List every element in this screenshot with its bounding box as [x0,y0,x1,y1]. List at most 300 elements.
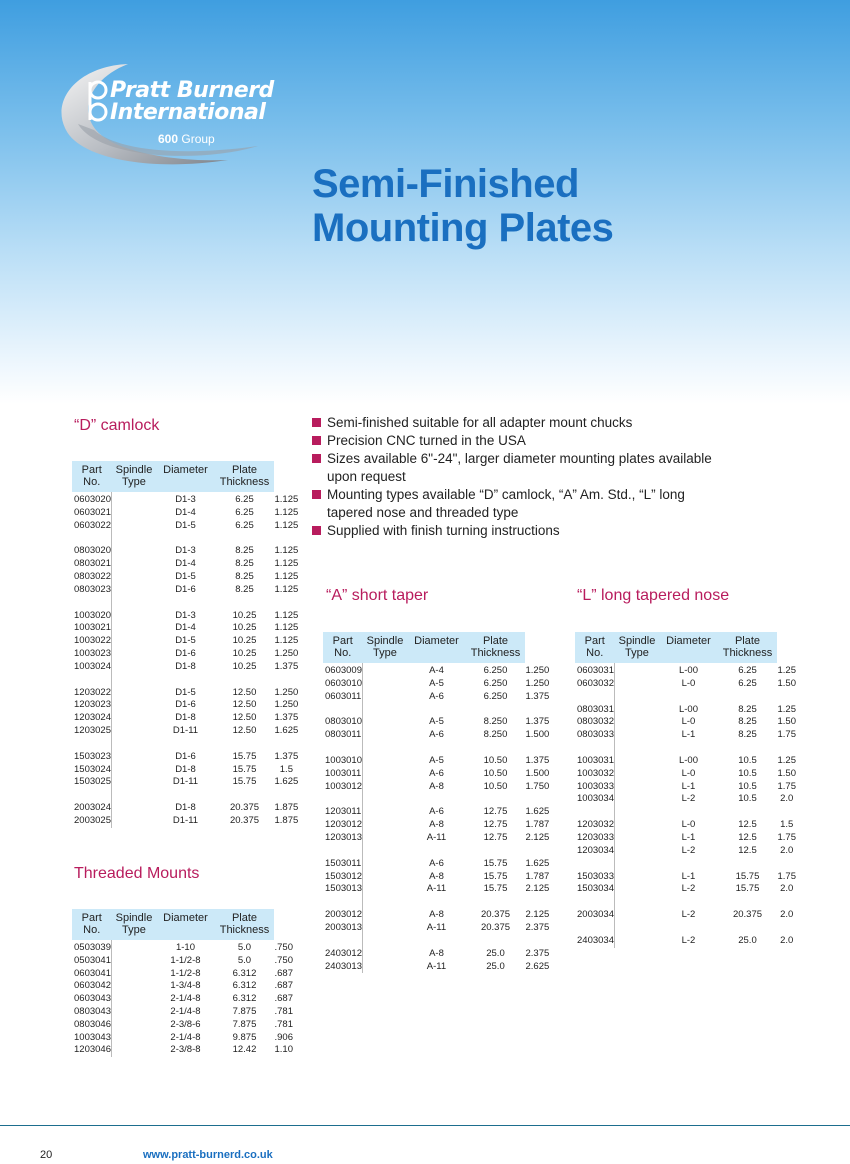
cell-spindle-type: L-1 [681,831,696,843]
table-row [575,819,796,832]
table-row [323,663,549,678]
group-spacer [323,703,549,716]
table-row [575,781,796,794]
cell-diameter: 8.250 [483,716,508,728]
cell-plate-thickness: 1.10 [274,1044,293,1056]
cell-plate-thickness: 2.0 [780,793,794,805]
cell-plate-thickness: 1.625 [274,724,299,736]
cell-spindle-type: 2-1/4-8 [170,993,201,1005]
cell-diameter: 10.5 [738,780,757,792]
cell-diameter: 12.50 [232,686,257,698]
cell-plate-thickness: 1.500 [525,729,550,741]
table-row [575,716,796,729]
table-row [72,661,298,674]
cell-diameter: 12.75 [483,819,508,831]
cell-plate-thickness: .687 [274,967,293,979]
column-header-diameter: Diameter [659,632,717,663]
table-row [72,571,298,584]
page-title [312,162,613,250]
cell-plate-thickness: 1.625 [525,806,550,818]
cell-spindle-type: A-4 [429,665,444,676]
cell-spindle-type: D1-3 [175,609,196,621]
cell-plate-thickness: .781 [274,1005,293,1017]
group-spacer [323,935,549,948]
table-row [72,980,293,993]
cell-plate-thickness: 2.125 [525,831,550,843]
cell-diameter: 5.0 [237,942,252,953]
table-row [72,507,298,520]
cell-spindle-type: D1-3 [175,494,196,505]
cell-plate-thickness: 1.125 [274,558,299,570]
table-row [72,520,298,533]
cell-spindle-type: A-8 [429,819,444,831]
cell-part-number: 1003022 [74,635,111,647]
table-row [323,858,549,871]
brand-name-line1: Pratt Burnerd [110,78,274,103]
page-number: 20 [40,1149,53,1161]
cell-part-number: 1203011 [325,806,362,818]
cell-plate-thickness: 1.125 [274,545,299,557]
cell-plate-thickness: .906 [274,1031,293,1043]
table-row [72,802,298,815]
table-row [323,832,549,845]
cell-diameter: 15.75 [232,750,257,762]
column-header-part-no: Part No. [72,461,111,492]
group-spacer [72,789,298,802]
cell-part-number: 0803011 [325,729,362,741]
cell-diameter: 10.50 [483,754,508,766]
cell-plate-thickness: 2.375 [525,947,550,959]
cell-diameter: 6.25 [738,665,757,676]
cell-part-number: 0803043 [74,1005,111,1017]
cell-diameter: 15.75 [483,870,508,882]
table-row [72,712,298,725]
group-spacer [575,742,796,755]
cell-plate-thickness: 1.125 [274,635,299,647]
column-header-spindle-type: Spindle Type [111,909,156,940]
section-title-d-camlock: “D” camlock [74,417,160,434]
cell-diameter: 8.25 [738,716,757,728]
cell-part-number: 0803046 [74,1018,111,1030]
cell-plate-thickness: 2.0 [780,909,794,921]
cell-spindle-type: 2-1/4-8 [170,1005,201,1017]
cell-diameter: 6.250 [483,665,508,676]
cell-part-number: 0503041 [74,954,111,966]
cell-plate-thickness: 2.125 [525,883,550,895]
cell-plate-thickness: 1.50 [777,716,796,728]
cell-part-number: 1003034 [577,793,614,805]
cell-plate-thickness: 1.375 [274,660,299,672]
cell-part-number: 1003020 [74,609,111,621]
cell-part-number: 0603032 [577,677,614,689]
column-header-diameter: Diameter [156,461,214,492]
cell-spindle-type: A-11 [426,921,447,933]
cell-spindle-type: D1-5 [175,686,196,698]
cell-plate-thickness: 1.125 [274,494,299,505]
cell-spindle-type: L-0 [681,819,696,831]
cell-part-number: 2403012 [325,947,362,959]
group-spacer [72,674,298,687]
table-row [575,663,796,678]
table-row [72,955,293,968]
cell-plate-thickness: 2.375 [525,921,550,933]
cell-spindle-type: A-6 [429,767,444,779]
cell-diameter: 20.375 [480,909,511,921]
table-row [323,716,549,729]
table-row [72,815,298,828]
cell-part-number: 2003024 [74,802,111,814]
cell-plate-thickness: 1.500 [525,767,550,779]
cell-part-number: 1003010 [325,754,362,766]
cell-diameter: 6.250 [483,677,508,689]
cell-diameter: 12.50 [232,699,257,711]
cell-diameter: 7.875 [232,1005,257,1017]
cell-spindle-type: L-2 [681,844,696,856]
a-short-taper-table [323,632,549,973]
cell-part-number: 0803023 [74,583,111,595]
cell-spindle-type: 1-10 [175,942,195,953]
cell-spindle-type: D1-8 [175,712,196,724]
cell-part-number: 2003025 [74,814,111,826]
cell-spindle-type: A-6 [429,806,444,818]
cell-plate-thickness: 1.375 [274,750,299,762]
table-row [72,545,298,558]
table-row [323,678,549,691]
cell-plate-thickness: 2.0 [780,844,794,856]
cell-diameter: 15.75 [483,857,508,869]
company-logo [58,60,328,170]
cell-plate-thickness: 1.250 [525,665,550,676]
bullet-square-icon [312,490,321,499]
cell-plate-thickness: 1.375 [274,712,299,724]
table-row [575,832,796,845]
bullet-square-icon [312,454,321,463]
cell-plate-thickness: 2.125 [525,909,550,921]
website-link[interactable]: www.pratt-burnerd.co.uk [143,1149,273,1161]
cell-plate-thickness: 1.750 [525,780,550,792]
table-row [72,558,298,571]
cell-plate-thickness: 2.625 [525,960,550,972]
column-separator [362,663,407,973]
cell-plate-thickness: 1.5 [279,763,293,775]
group-spacer [72,532,298,545]
table-row [323,806,549,819]
table-row [575,883,796,896]
cell-diameter: 10.50 [483,767,508,779]
page-title-line2: Mounting Plates [312,206,614,250]
feature-text: Supplied with finish turning instructions [327,523,560,538]
cell-part-number: 0503039 [74,942,111,953]
cell-spindle-type: 1-3/4-8 [170,980,201,992]
table-row [323,871,549,884]
table-row [72,725,298,738]
cell-part-number: 1203025 [74,724,111,736]
cell-part-number: 1003031 [577,754,614,766]
table-row [72,968,293,981]
cell-spindle-type: 2-3/8-8 [170,1044,201,1056]
cell-diameter: 8.25 [235,570,254,582]
table-row [72,751,298,764]
cell-spindle-type: D1-11 [172,724,199,736]
group-spacer [323,793,549,806]
cell-part-number: 0803010 [325,716,362,728]
cell-spindle-type: L-1 [681,780,696,792]
cell-diameter: 10.5 [738,767,757,779]
group-spacer [575,806,796,819]
cell-diameter: 6.312 [232,967,257,979]
table-row [575,768,796,781]
cell-diameter: 15.75 [232,776,257,788]
table-row [72,993,293,1006]
cell-part-number: 1503033 [577,870,614,882]
group-spacer [575,858,796,871]
table-row [575,755,796,768]
cell-part-number: 0803021 [74,558,111,570]
cell-spindle-type: A-5 [429,677,444,689]
feature-text: Mounting types available “D” camlock, “A” Am. Std., “L” long tapered nose and threaded type [327,487,685,520]
table-row [72,610,298,623]
cell-spindle-type: A-11 [426,831,447,843]
cell-part-number: 1503023 [74,750,111,762]
cell-diameter: 15.75 [232,763,257,775]
cell-plate-thickness: 1.50 [777,677,796,689]
table-row [323,883,549,896]
cell-spindle-type: L-00 [678,754,698,766]
feature-text: Sizes available 6"-24", larger diameter mounting plates available upon request [327,451,712,484]
cell-diameter: 10.50 [483,780,508,792]
cell-part-number: 0603010 [325,677,362,689]
cell-spindle-type: L-1 [681,729,696,741]
cell-diameter: 8.25 [738,703,757,715]
cell-spindle-type: D1-11 [172,814,199,826]
cell-diameter: 5.0 [237,954,252,966]
cell-spindle-type: D1-11 [172,776,199,788]
cell-spindle-type: D1-8 [175,660,196,672]
cell-diameter: 15.75 [483,883,508,895]
cell-part-number: 2003013 [325,921,362,933]
cell-spindle-type: D1-4 [175,506,196,518]
table-header-row [575,632,796,663]
bullet-square-icon [312,436,321,445]
cell-spindle-type: D1-5 [175,570,196,582]
table-row [72,584,298,597]
cell-part-number: 0803033 [577,729,614,741]
cell-plate-thickness: .687 [274,993,293,1005]
cell-diameter: 10.25 [232,609,257,621]
table-row [72,492,298,507]
cell-part-number: 2403034 [577,934,614,946]
cell-part-number: 0603021 [74,506,111,518]
cell-diameter: 12.42 [232,1044,257,1056]
table-row [72,699,298,712]
cell-part-number: 0803031 [577,703,614,715]
table-row [72,940,293,955]
cell-part-number: 1203022 [74,686,111,698]
group-spacer [323,742,549,755]
table-row [72,1044,293,1057]
cell-part-number: 1003012 [325,780,362,792]
cell-plate-thickness: 1.625 [525,857,550,869]
cell-plate-thickness: 1.375 [525,754,550,766]
table-row [72,776,298,789]
table-row [72,1019,293,1032]
cell-diameter: 10.25 [232,635,257,647]
cell-diameter: 8.250 [483,729,508,741]
cell-diameter: 25.0 [486,947,505,959]
cell-plate-thickness: 1.50 [777,767,796,779]
cell-diameter: 12.5 [738,844,757,856]
cell-plate-thickness: .750 [274,942,293,953]
column-separator [614,663,659,948]
column-separator [111,940,156,1057]
cell-plate-thickness: 1.75 [777,780,796,792]
cell-spindle-type: D1-8 [175,763,196,775]
table-row [323,691,549,704]
cell-part-number: 0603043 [74,993,111,1005]
column-separator [111,492,156,828]
cell-plate-thickness: 1.625 [274,776,299,788]
table-row [323,922,549,935]
column-header-diameter: Diameter [156,909,214,940]
cell-diameter: 12.5 [738,819,757,831]
feature-item [312,486,732,522]
group-spacer [575,922,796,935]
section-title-l-long-tapered-nose: “L” long tapered nose [577,587,730,604]
table-row [323,819,549,832]
table-row [575,845,796,858]
table-row [72,648,298,661]
cell-part-number: 1203023 [74,699,111,711]
cell-diameter: 10.5 [738,754,757,766]
cell-diameter: 12.50 [232,724,257,736]
cell-diameter: 15.75 [735,883,760,895]
cell-part-number: 1003021 [74,622,111,634]
feature-list [312,414,732,540]
cell-diameter: 9.875 [232,1031,257,1043]
cell-spindle-type: A-11 [426,960,447,972]
cell-plate-thickness: 1.25 [777,665,796,676]
cell-plate-thickness: 1.75 [777,870,796,882]
cell-diameter: 25.0 [738,934,757,946]
table-row [72,635,298,648]
cell-plate-thickness: 1.375 [525,716,550,728]
cell-part-number: 1503011 [325,857,362,869]
threaded-mounts-table [72,909,293,1057]
cell-spindle-type: A-6 [429,690,444,702]
cell-plate-thickness: 1.125 [274,583,299,595]
table-row [575,704,796,717]
cell-plate-thickness: 1.75 [777,831,796,843]
table-row [575,793,796,806]
cell-spindle-type: D1-8 [175,802,196,814]
table-row [323,768,549,781]
cell-plate-thickness: 1.125 [274,506,299,518]
group-spacer [323,896,549,909]
l-long-tapered-nose-table [575,632,796,948]
cell-plate-thickness: .687 [274,980,293,992]
cell-spindle-type: L-2 [681,883,696,895]
column-header-part-no: Part No. [323,632,362,663]
column-header-plate-thickness: Plate Thickness [465,632,525,663]
cell-part-number: 2403013 [325,960,362,972]
cell-spindle-type: L-0 [681,677,696,689]
cell-part-number: 0603041 [74,967,111,979]
cell-diameter: 6.312 [232,980,257,992]
column-header-spindle-type: Spindle Type [111,461,156,492]
cell-part-number: 1203046 [74,1044,111,1056]
cell-spindle-type: A-8 [429,909,444,921]
table-row [72,687,298,700]
section-title-a-short-taper: “A” short taper [326,587,429,604]
cell-spindle-type: D1-6 [175,750,196,762]
cell-plate-thickness: 1.125 [274,519,299,531]
cell-plate-thickness: 2.0 [780,883,794,895]
table-header-row [72,909,293,940]
column-header-plate-thickness: Plate Thickness [214,461,274,492]
bullet-square-icon [312,526,321,535]
cell-part-number: 1503013 [325,883,362,895]
cell-plate-thickness: 1.875 [274,814,299,826]
cell-spindle-type: L-2 [681,793,696,805]
cell-plate-thickness: 1.125 [274,570,299,582]
table-row [323,755,549,768]
cell-plate-thickness: 1.75 [777,729,796,741]
group-spacer [72,597,298,610]
cell-plate-thickness: 1.250 [274,699,299,711]
cell-spindle-type: L-0 [681,767,696,779]
table-row [72,622,298,635]
cell-diameter: 20.375 [229,814,260,826]
cell-spindle-type: D1-6 [175,583,196,595]
cell-part-number: 1203033 [577,831,614,843]
cell-part-number: 1003024 [74,660,111,672]
cell-diameter: 10.25 [232,660,257,672]
cell-plate-thickness: 1.25 [777,703,796,715]
feature-item [312,450,732,486]
brand-name-line2: International [110,100,266,125]
cell-plate-thickness: 1.250 [274,686,299,698]
table-row [575,871,796,884]
cell-diameter: 8.25 [235,545,254,557]
cell-plate-thickness: 1.875 [274,802,299,814]
table-row [323,961,549,974]
cell-diameter: 6.25 [235,519,254,531]
cell-diameter: 6.25 [235,506,254,518]
cell-spindle-type: D1-3 [175,545,196,557]
cell-diameter: 8.25 [738,729,757,741]
table-row [575,678,796,691]
cell-spindle-type: 1-1/2-8 [170,967,201,979]
cell-plate-thickness: 1.787 [525,870,550,882]
column-header-spindle-type: Spindle Type [614,632,659,663]
cell-diameter: 6.25 [738,677,757,689]
table-row [575,909,796,922]
table-row [323,909,549,922]
cell-part-number: 0603022 [74,519,111,531]
table-row [72,764,298,777]
cell-spindle-type: D1-5 [175,635,196,647]
cell-diameter: 20.375 [229,802,260,814]
column-header-spindle-type: Spindle Type [362,632,407,663]
brand-group-number: 600 [158,132,179,146]
cell-plate-thickness: 1.375 [525,690,550,702]
column-header-diameter: Diameter [407,632,465,663]
cell-plate-thickness: .750 [274,954,293,966]
cell-plate-thickness: 1.787 [525,819,550,831]
column-header-part-no: Part No. [575,632,614,663]
cell-part-number: 1503025 [74,776,111,788]
cell-spindle-type: L-2 [681,934,696,946]
